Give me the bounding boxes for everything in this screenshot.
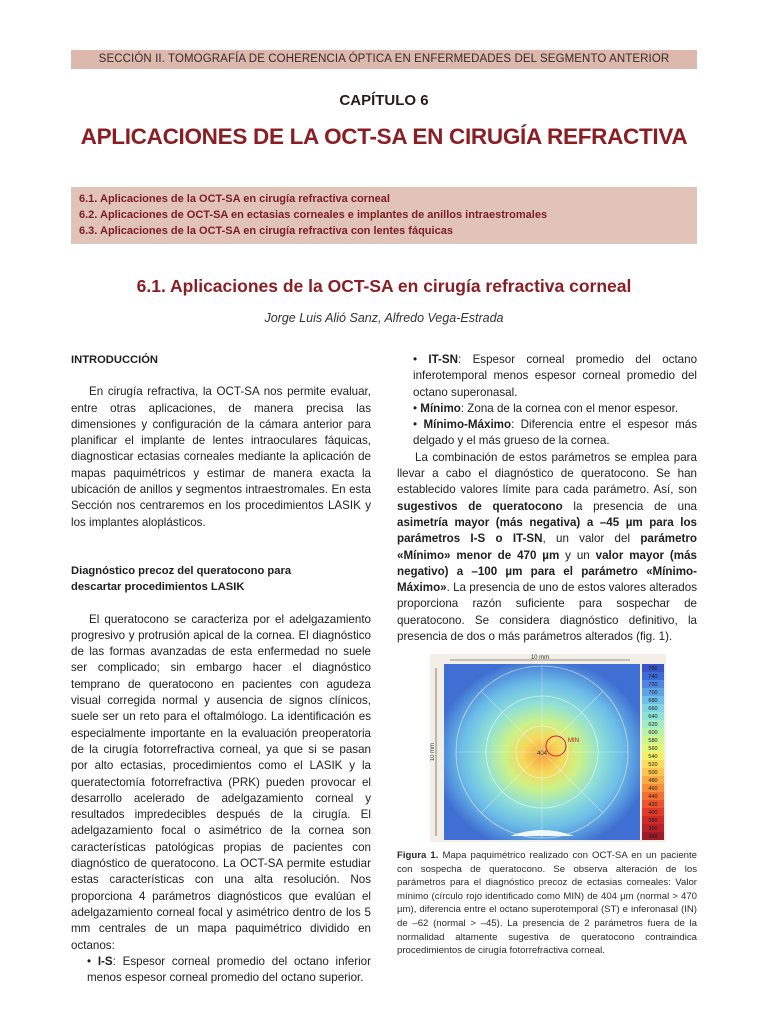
intro-paragraph: En cirugía refractiva, la OCT-SA nos permite evaluar, entre otras aplicaciones, de manera precisa las dimensiones y configuración de la cámara anterior para planificar el implante de lentes intraoculares fáquicas, diagnosticar ectasias corneales mediante la aplicación de mapas paquimétricos y estimar de manera exacta la ubicación de anillos y segmentos intraestromales. En esta Sección nos centraremos en los procedimientos LASIK y los implantes aloplásticos.	[71, 385, 371, 529]
legend-label: 360	[648, 826, 658, 832]
legend-label: 520	[648, 762, 658, 768]
legend-label: 580	[648, 738, 658, 744]
legend-label: 760	[648, 666, 658, 672]
text-run: La combinación de estos parámetros se emplea para llevar a cabo el diagnóstico de queratocono. Se han establecido valores límite para cada parámetro. Así, son	[397, 450, 697, 497]
chapter-contents	[71, 187, 697, 244]
bullet-text: : Espesor corneal promedio del octano inferotemporal menos espesor corneal promedio del octano superonasal.	[413, 353, 698, 399]
legend-label: 600	[648, 730, 658, 736]
scale-label-side: 10 mm	[430, 742, 436, 762]
text-run-bold: valor mayor (más negativo) a –100 µm para el parámetro «Mínimo-Máximo»	[397, 548, 697, 595]
bullet-text: : Espesor corneal promedio del octano inferior menos espesor corneal promedio del octano superior.	[87, 954, 371, 985]
legend-label: 560	[648, 746, 658, 752]
legend-label: 420	[648, 802, 658, 808]
bullet-itsn: • IT-SN: Espesor corneal promedio del octano inferotemporal menos espesor corneal promedio del octano superonasal.	[413, 353, 698, 399]
text-run-bold: asimetría mayor (más negativa) a –45 µm para los parámetros I-S o IT-SN	[397, 515, 697, 546]
legend-label: 680	[648, 698, 658, 704]
bullet-term: IT-SN	[428, 353, 459, 366]
legend-label: 480	[648, 778, 658, 784]
chapter-title: APLICACIONES DE LA OCT-SA EN CIRUGÍA REFRACTIVA	[80, 124, 688, 149]
criteria-paragraph	[397, 450, 697, 646]
text-run-bold: sugestivos de queratocono	[397, 499, 563, 513]
text-run-bold: parámetro «Mínimo» menor de 470 µm	[397, 532, 698, 562]
legend-label: 660	[648, 706, 658, 712]
min-value: 404	[536, 751, 548, 757]
legend-label: 700	[648, 690, 658, 696]
text-run: . La presencia de uno de estos valores alterados proporciona razón suficiente para sospechar de queratocono. Se considera diagnóstico definitivo, la presencia de dos o más parámetros alterados (fig. 1).	[397, 581, 697, 644]
diagnosis-heading-line: descartar procedimientos LASIK	[71, 581, 245, 594]
caption-text: Mapa paquimétrico realizado con OCT-SA en un paciente con sospecha de queratocono. Se observa alteración de los parámetros para el diagnóstico precoz de ectasias corneales: Valor mínimo (círculo rojo identificado como MIN) de 404 µm (normal > 470 µm), diferencia entre el octano superotemporal (ST) e inferonasal (IN) de –62 (normal > –45). La presencia de 2 parámetros fuera de la normalidad altamente sugestiva de queratocono contraindica procedimientos de cirugía fotorrefractiva corneal.	[397, 850, 698, 957]
legend-label: 340	[648, 834, 658, 840]
chapter-label: CAPÍTULO 6	[339, 92, 429, 109]
color-legend	[642, 664, 664, 840]
figure-caption	[397, 849, 697, 958]
bullet-minimo-maximo: • Mínimo-Máximo: Diferencia entre el espesor más delgado y el más grueso de la cornea.	[413, 418, 698, 448]
bullet-minimo: • Mínimo: Zona de la cornea con el menor espesor.	[413, 401, 679, 415]
pachymetry-map-figure	[430, 654, 666, 842]
bullet-term: Mínimo	[420, 401, 461, 415]
text-run: y un	[559, 548, 596, 562]
legend-label: 640	[648, 714, 658, 720]
legend-label: 440	[648, 794, 658, 800]
bullet-text: : Diferencia entre el espesor más delgado y el más grueso de la cornea.	[413, 418, 698, 448]
section-header: SECCIÓN II. TOMOGRAFÍA DE COHERENCIA ÓPTICA EN ENFERMEDADES DEL SEGMENTO ANTERIOR	[71, 50, 697, 69]
text-run: , un valor del	[542, 532, 641, 546]
toc-item[interactable]: 6.3. Aplicaciones de la OCT-SA en cirugía refractiva con lentes fáquicas	[79, 225, 453, 237]
caption-label: Figura 1.	[397, 850, 439, 861]
diagnosis-heading-line: Diagnóstico precoz del queratocono para	[71, 564, 292, 577]
legend-label: 460	[648, 786, 658, 792]
toc-item[interactable]: 6.2. Aplicaciones de OCT-SA en ectasias corneales e implantes de anillos intraestromales	[79, 209, 548, 221]
bullet-term: Mínimo-Máximo	[423, 418, 512, 432]
bullet-text: : Zona de la cornea con el menor espesor.	[460, 401, 679, 415]
scale-label-top: 10 mm	[530, 655, 550, 661]
legend-label: 540	[648, 754, 658, 760]
bullet-is: • I-S: Espesor corneal promedio del octano inferior menos espesor corneal promedio del octano superior.	[87, 954, 371, 985]
intro-heading: INTRODUCCIÓN	[71, 354, 159, 366]
min-label: MIN	[568, 738, 579, 744]
diagnosis-paragraph: El queratocono se caracteriza por el adelgazamiento progresivo y protrusión apical de la cornea. El diagnóstico de las formas avanzadas de esta enfermedad no suele ser complicado; sin embargo hacer el diagnóstico temprano de queratocono en pacientes con agudeza visual corregida normal y ausencia de signos clínicos, suele ser un reto para el oftalmólogo. La identificación es especialmente importante en la evaluación preoperatoria de la cirugía fotorrefractiva corneal, ya que si se pasan por alto ectasias, procedimientos como el LASIK y la queratectomía fotorrefractiva (PRK) pueden provocar el desarrollo acelerado de adelgazamiento corneal y resultados impredecibles después de la cirugía. El adelgazamiento focal o asimétrico de la cornea son características patológicas propias de pacientes con diagnóstico de queratocono. La OCT-SA permite estudiar estas características con una alta resolución. Nos proporciona 4 parámetros diagnósticos que evalúan el adelgazamiento corneal focal y asimétrico dentro de los 5 mm centrales de un mapa paquimétrico dividido en octanos:	[71, 612, 371, 952]
legend-label: 500	[648, 770, 658, 776]
diagnosis-heading	[71, 563, 371, 596]
legend-label: 380	[648, 818, 658, 824]
legend-label: 620	[648, 722, 658, 728]
legend-label: 400	[648, 810, 658, 816]
right-column	[397, 352, 697, 645]
toc-item[interactable]: 6.1. Aplicaciones de la OCT-SA en cirugía refractiva corneal	[79, 193, 390, 205]
subsection-title: 6.1. Aplicaciones de la OCT-SA en cirugía refractiva corneal	[136, 276, 632, 296]
pachymetry-map	[430, 654, 666, 842]
bullet-term: I-S	[97, 954, 113, 968]
text-run: la presencia de una	[562, 499, 698, 513]
authors: Jorge Luis Alió Sanz, Alfredo Vega-Estrada	[264, 311, 504, 325]
left-column	[71, 352, 371, 986]
legend-label: 720	[648, 682, 658, 688]
legend-label: 740	[648, 674, 658, 680]
